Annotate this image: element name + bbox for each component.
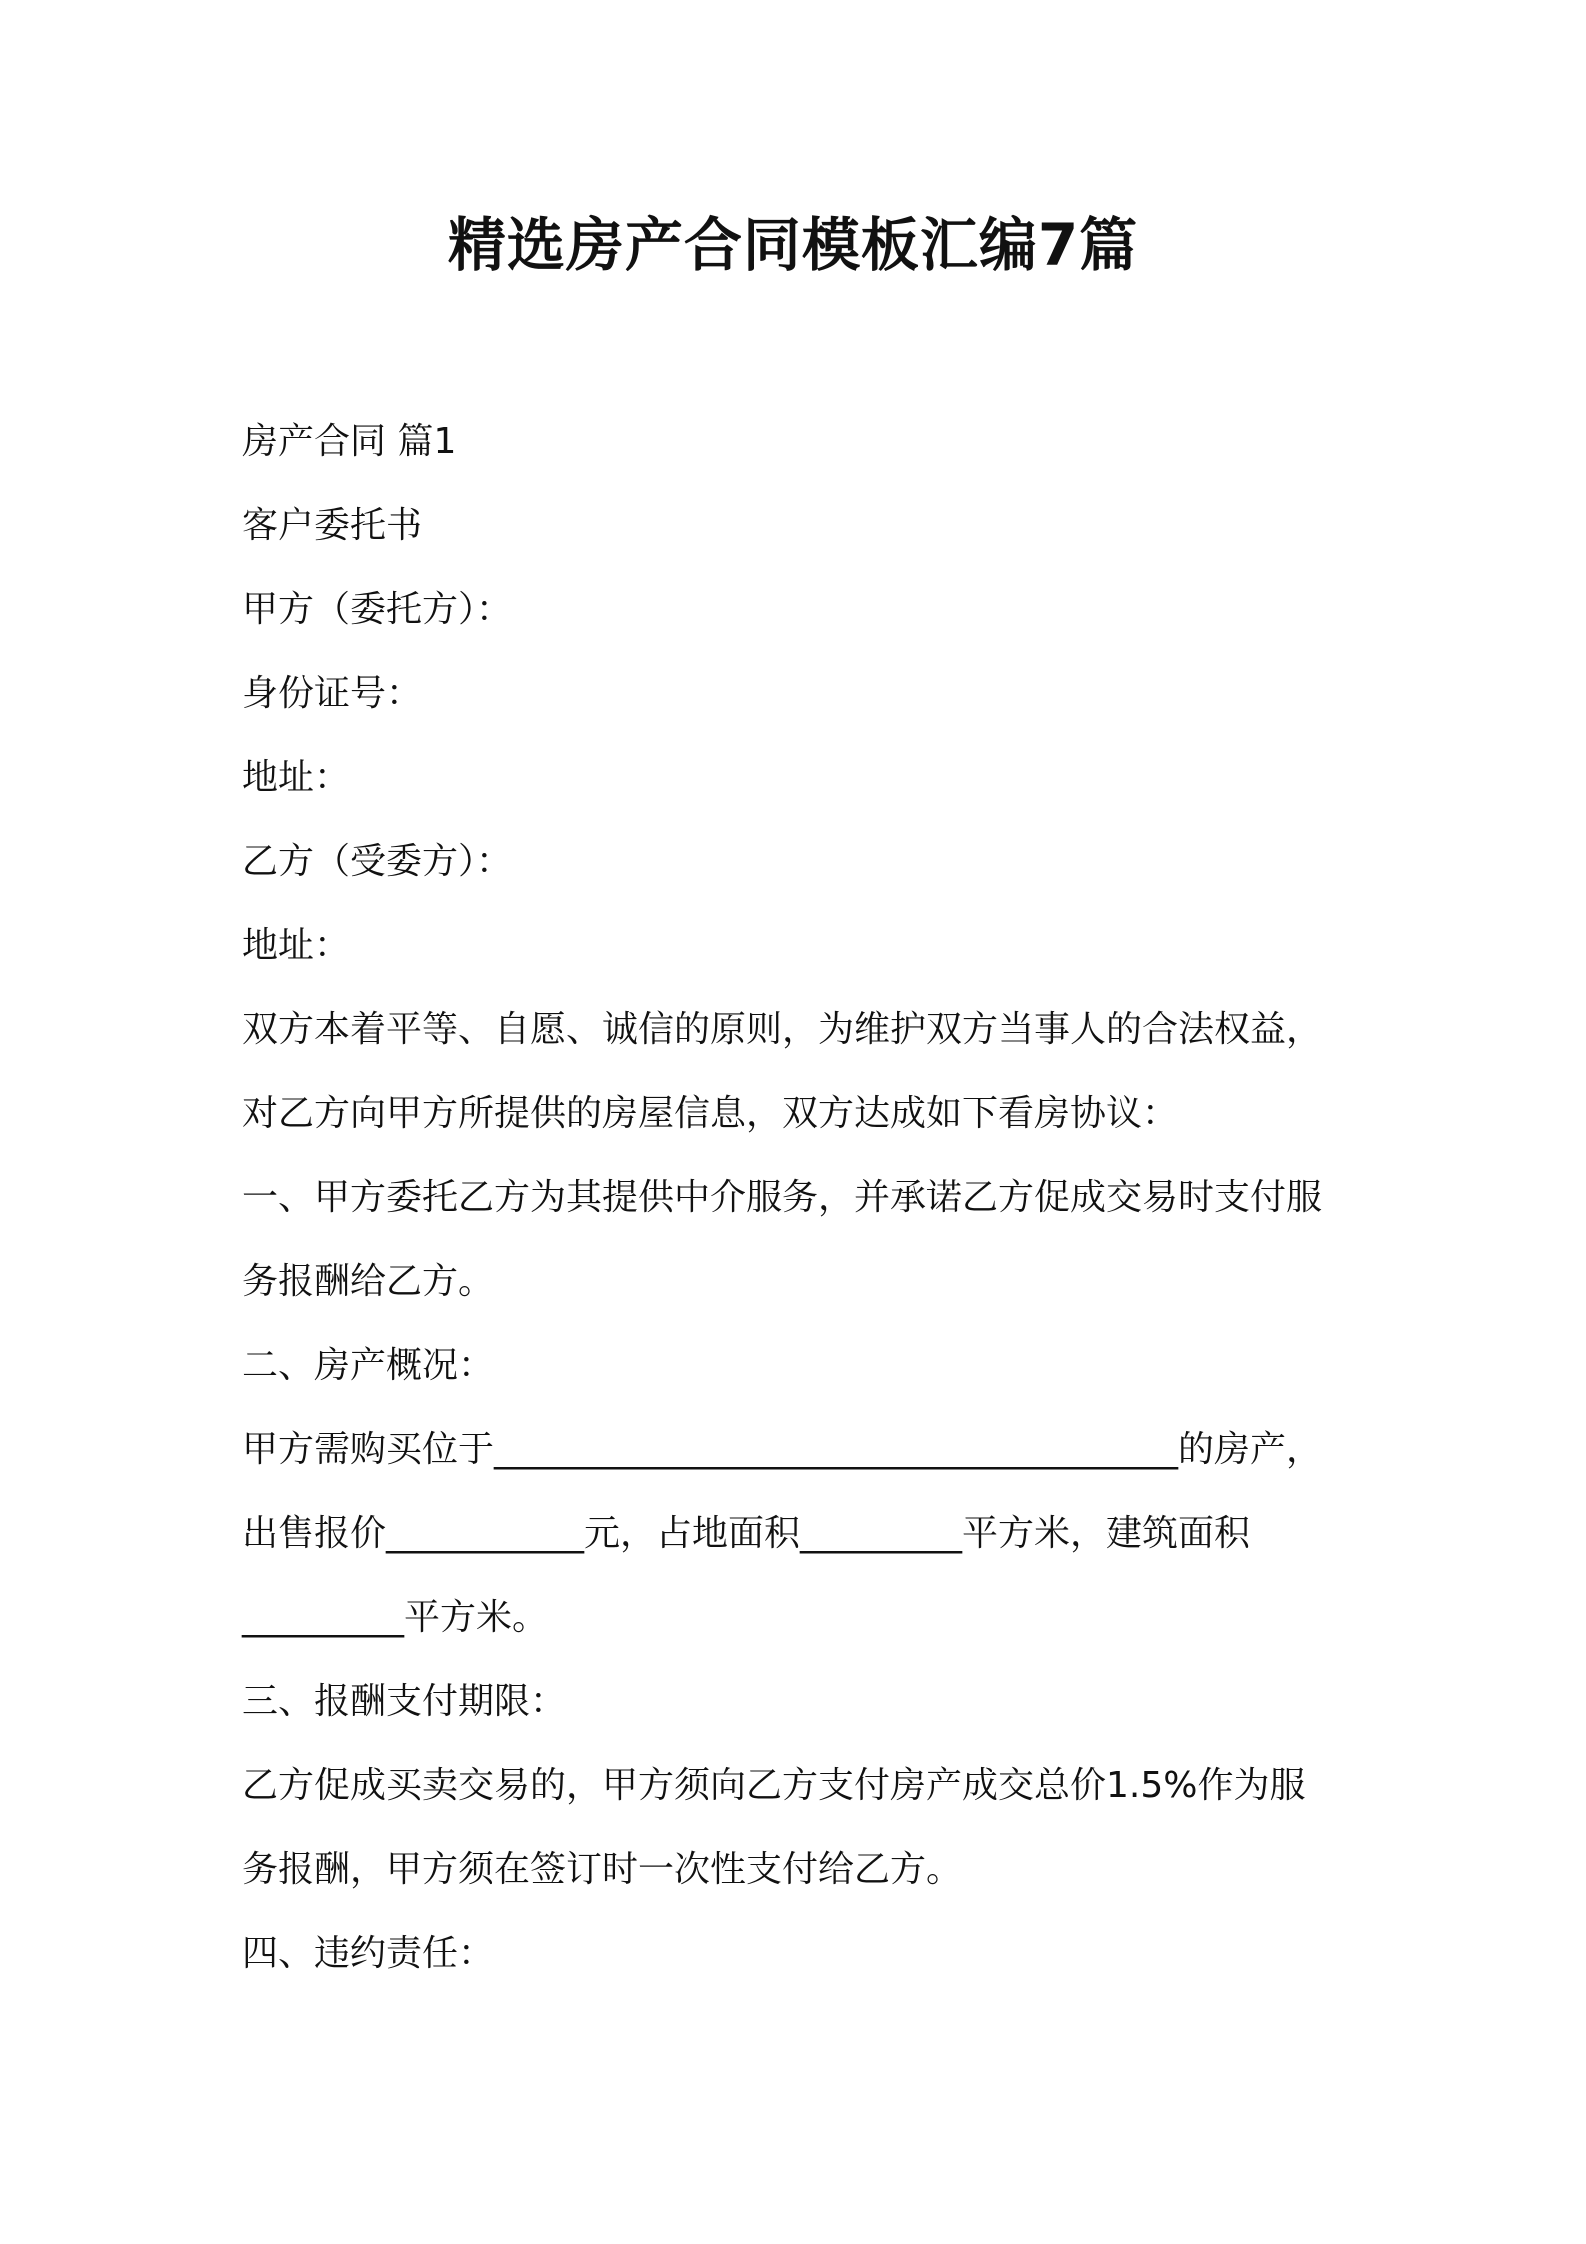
paragraph-line: 身份证号：: [242, 673, 423, 714]
paragraph-line: 对乙方向甲方所提供的房屋信息，双方达成如下看房协议：: [242, 1093, 1179, 1134]
paragraph-line: 出售报价___________元，占地面积_________平方米，建筑面积: [242, 1513, 1251, 1554]
paragraph-line: 客户委托书: [242, 505, 423, 546]
document-body: [242, 400, 1352, 1996]
paragraph-line: 甲方需购买位于______________________________________的房产，: [242, 1429, 1323, 1470]
paragraph-line: 地址：: [242, 757, 351, 798]
paragraph-line: _________平方米。: [242, 1597, 549, 1638]
document-title: 精选房产合同模板汇编7篇: [447, 211, 1139, 279]
paragraph-line: 三、报酬支付期限：: [242, 1681, 567, 1722]
paragraph-line: 乙方促成买卖交易的，甲方须向乙方支付房产成交总价1.5%作为服: [242, 1765, 1306, 1806]
paragraph-line: 地址：: [242, 925, 351, 966]
paragraph-line: 双方本着平等、自愿、诚信的原则，为维护双方当事人的合法权益，: [242, 1009, 1323, 1050]
paragraph-line: 甲方（委托方）：: [242, 589, 513, 630]
paragraph-line: 乙方（受委方）：: [242, 841, 513, 882]
paragraph-line: 务报酬，甲方须在签订时一次性支付给乙方。: [242, 1849, 963, 1890]
paragraph-line: 务报酬给乙方。: [242, 1261, 495, 1302]
section-heading: 房产合同 篇1: [242, 421, 457, 462]
paragraph-line: 一、甲方委托乙方为其提供中介服务，并承诺乙方促成交易时支付服: [242, 1177, 1323, 1218]
paragraph-line: 二、房产概况：: [242, 1345, 495, 1386]
paragraph-line: 四、违约责任：: [242, 1933, 495, 1974]
